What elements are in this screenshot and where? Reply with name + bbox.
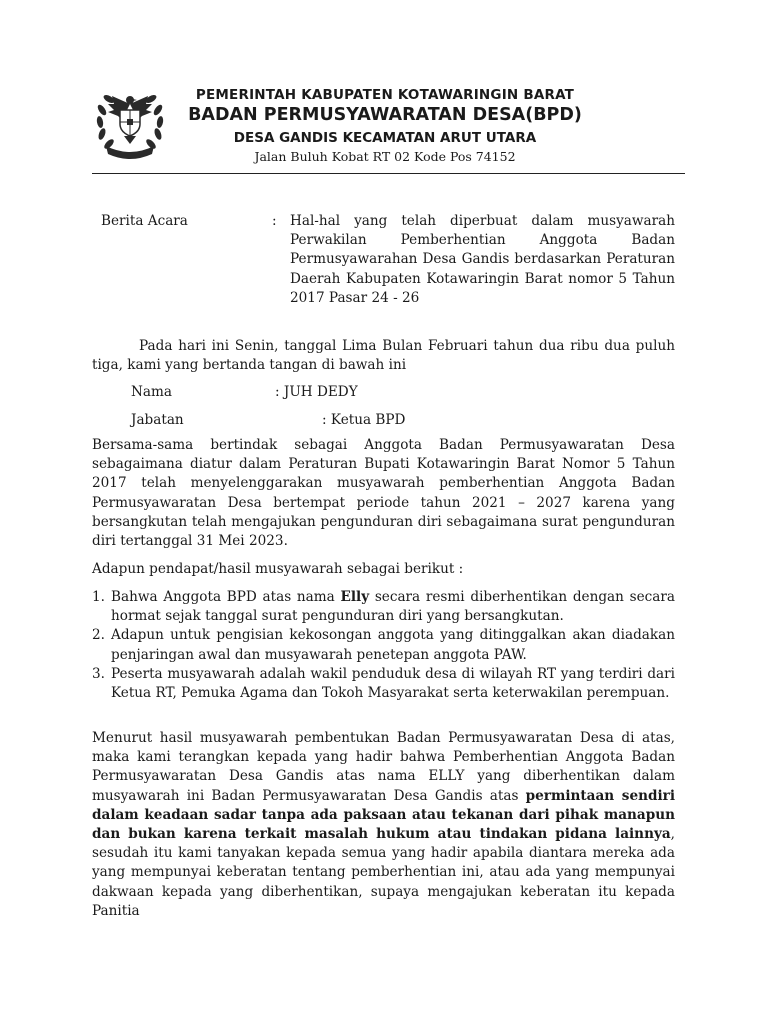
letterhead — [170, 86, 600, 166]
letterhead-address: Jalan Buluh Kobat RT 02 Kode Pos 74152 — [254, 149, 516, 164]
letterhead-institution: BADAN PERMUSYAWARATAN DESA(BPD) — [188, 105, 582, 125]
closing-bold-statement: permintaan sendiri dalam keadaan sadar tanpa ada paksaan atau tekanan dari pihak manapun dan bukan karena terkait masalah hukum atau tindakan pidana lainnya — [92, 787, 675, 843]
letterhead-government: PEMERINTAH KABUPATEN KOTAWARINGIN BARAT — [195, 87, 575, 103]
letterhead-divider — [92, 173, 685, 174]
results-intro: Adapun pendapat/hasil musyawarah sebagai berikut : — [92, 561, 464, 577]
berita-acara-colon: : — [272, 213, 277, 229]
garuda-logo-icon — [92, 82, 168, 162]
closing-paragraph — [92, 729, 675, 921]
list-item-text: secara resmi diberhentikan dengan secara hormat sejak tanggal surat pengunduran diri yang bersangkutan. — [111, 589, 675, 625]
opening-paragraph: Pada hari ini Senin, tanggal Lima Bulan Februari tahun dua ribu dua puluh tiga, kami yang bertanda tangan di bawah ini — [92, 338, 675, 374]
list-item-number: 2. — [92, 627, 105, 644]
letterhead-village: DESA GANDIS KECAMATAN ARUT UTARA — [233, 130, 537, 146]
list-item-text: Peserta musyawarah adalah wakil penduduk desa di wilayah RT yang terdiri dari Ketua RT, Pemuka Agama dan Tokoh Masyarakat serta keterwakilan perempuan. — [111, 665, 675, 702]
together-paragraph: Bersama-sama bertindak sebagai Anggota Badan Permusyawaratan Desa sebagaimana diatur dalam Peraturan Bupati Kotawaringin Barat Nomor 5 Tahun 2017 telah menyelenggarakan musyawarah pemberhentian Anggota Badan Permusyawaratan Desa bertempat periode tahun 2021 – 2027 karena yang bersangkutan telah mengajukan pengunduran diri sebagaimana surat pengunduran diri tertanggal 31 Mei 2023. — [92, 437, 675, 550]
list-item — [92, 665, 675, 703]
position-label: Jabatan — [131, 412, 184, 428]
list-item — [92, 626, 675, 664]
berita-acara-label: Berita Acara — [101, 213, 188, 229]
name-label: Nama — [131, 384, 172, 400]
list-item-text: Bahwa Anggota BPD atas nama — [111, 589, 341, 605]
position-value: : Ketua BPD — [322, 412, 406, 428]
list-item-number: 1. — [92, 589, 105, 605]
list-item-text: Adapun untuk pengisian kekosongan anggota yang ditinggalkan akan diadakan penjaringan awal dan musyawarah penetepan anggota PAW. — [111, 627, 675, 663]
name-value: : JUH DEDY — [275, 384, 358, 400]
list-item — [92, 588, 675, 626]
list-item-number: 3. — [92, 665, 105, 682]
list-item-bold-name: Elly — [340, 589, 370, 605]
closing-text: Menurut hasil musyawarah pembentukan Badan Permusyawaratan Desa di atas, maka kami terangkan kepada yang hadir bahwa Pemberhentian Anggota Badan Permusyawaratan Desa Gandis atas nama ELLY yang diberhentikan dalam musyawarah ini Badan Permusyawaratan Desa Gandis atas — [92, 730, 675, 804]
berita-acara-description: Hal-hal yang telah diperbuat dalam musyawarah Perwakilan Pemberhentian Anggota Badan Permusyawarahan Desa Gandis berdasarkan Peraturan Daerah Kabupaten Kotawaringin Barat nomor 5 Tahun 2017 Pasar 24 - 26 — [290, 213, 675, 306]
results-list — [92, 588, 675, 703]
closing-text-continued: , sesudah itu kami tanyakan kepada semua yang hadir apabila diantara mereka ada yang mempunyai keberatan tentang pemberhentian ini, atau ada yang mempunyai dakwaan kepada yang diberhentikan, supaya mengajukan keberatan itu kepada Panitia — [92, 826, 675, 919]
